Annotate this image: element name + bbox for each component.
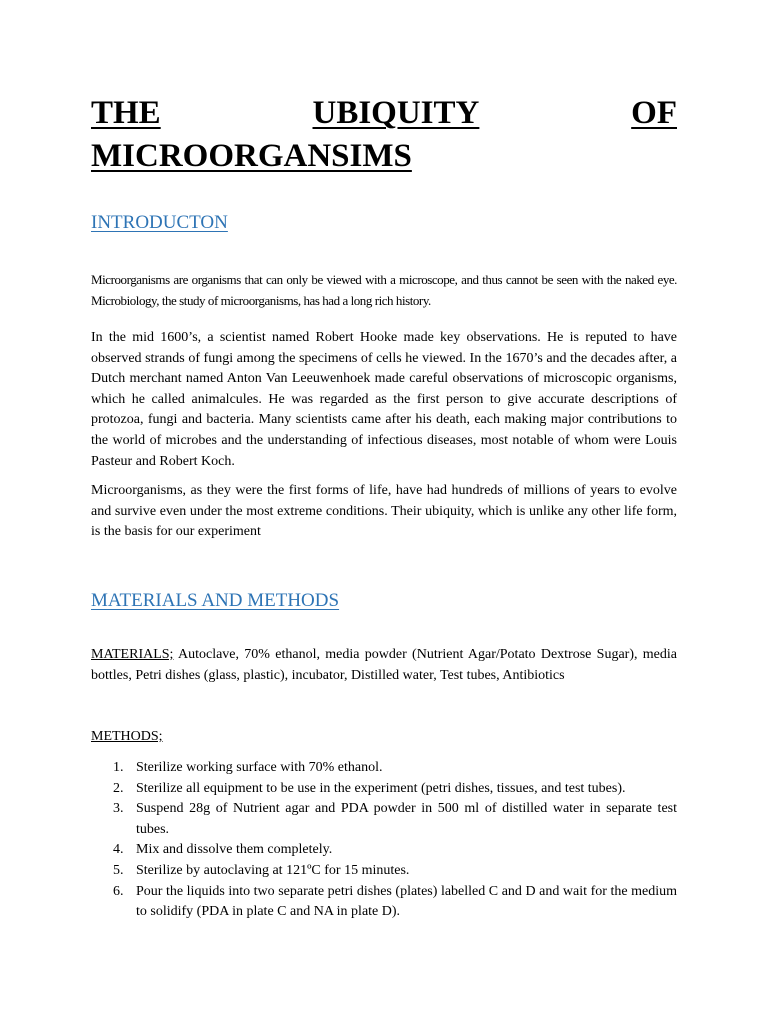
list-item bbox=[91, 779, 677, 800]
step-number: 5. bbox=[113, 862, 124, 878]
step-text: Mix and dissolve them completely. bbox=[136, 842, 333, 858]
materials-methods-heading: MATERIALS AND METHODS bbox=[91, 590, 340, 611]
step-text: Sterilize all equipment to be use in the experiment (petri dishes, tissues, and test tubes). bbox=[136, 780, 626, 796]
document-title bbox=[91, 92, 677, 178]
methods-label: METHODS; bbox=[91, 729, 163, 744]
title-word-ubiquity: UBIQUITY bbox=[312, 95, 480, 131]
materials-paragraph bbox=[91, 645, 677, 686]
step-number: 4. bbox=[113, 842, 124, 858]
step-number: 3. bbox=[113, 801, 124, 817]
list-item bbox=[91, 758, 677, 779]
materials-list: Autoclave, 70% ethanol, media powder (Nutrient Agar/Potato Dextrose Sugar), media bottles, Petri dishes (glass, plastic), incubator, Distilled water, Test tubes, Antibiotics bbox=[91, 647, 677, 683]
step-text: Sterilize by autoclaving at 121ºC for 15 minutes. bbox=[136, 862, 410, 878]
step-text: Pour the liquids into two separate petri dishes (plates) labelled C and D and wait for the medium to solidify (PDA in plate C and NA in plate D). bbox=[136, 883, 677, 920]
title-line-2: MICROORGANSIMS bbox=[91, 138, 412, 174]
title-line-1 bbox=[91, 92, 677, 135]
step-number: 6. bbox=[113, 883, 124, 899]
list-item bbox=[91, 799, 677, 840]
intro-paragraph-3: Microorganisms, as they were the first forms of life, have had hundreds of millions of years to evolve and survive even under the most extreme conditions. Their ubiquity, which is unlike any other life form, is the basis for our experiment bbox=[91, 483, 677, 540]
list-item bbox=[91, 861, 677, 882]
step-text: Suspend 28g of Nutrient agar and PDA powder in 500 ml of distilled water in separate test tubes. bbox=[136, 801, 677, 837]
list-item bbox=[91, 882, 677, 923]
introduction-heading: INTRODUCTON bbox=[91, 212, 228, 233]
step-number: 2. bbox=[113, 780, 124, 796]
methods-steps-list bbox=[91, 758, 677, 923]
list-item bbox=[91, 840, 677, 861]
step-number: 1. bbox=[113, 760, 124, 775]
title-word-the: THE bbox=[91, 95, 161, 131]
intro-paragraph-1: Microorganisms are organisms that can only be viewed with a microscope, and thus cannot be seen with the naked eye. Microbiology, the study of microorganisms, has had a long rich history. bbox=[91, 272, 677, 308]
step-text: Sterilize working surface with 70% ethanol. bbox=[136, 760, 383, 775]
intro-paragraph-2: In the mid 1600’s, a scientist named Robert Hooke made key observations. He is reputed to have observed strands of fungi among the specimens of cells he viewed. In the 1670’s and the decades after, a Dutch merchant named Anton Van Leeuwenhoek made careful observations of microscopic organisms, which he called animalcules. He was regarded as the first person to give accurate descriptions of protozoa, fungi and bacteria. Many scientists came after his death, each making major contributions to the world of microbes and the understanding of infectious diseases, most notable of whom were Louis Pasteur and Robert Koch. bbox=[91, 330, 677, 469]
title-word-of: OF bbox=[631, 95, 677, 131]
materials-label: MATERIALS; bbox=[91, 647, 174, 662]
